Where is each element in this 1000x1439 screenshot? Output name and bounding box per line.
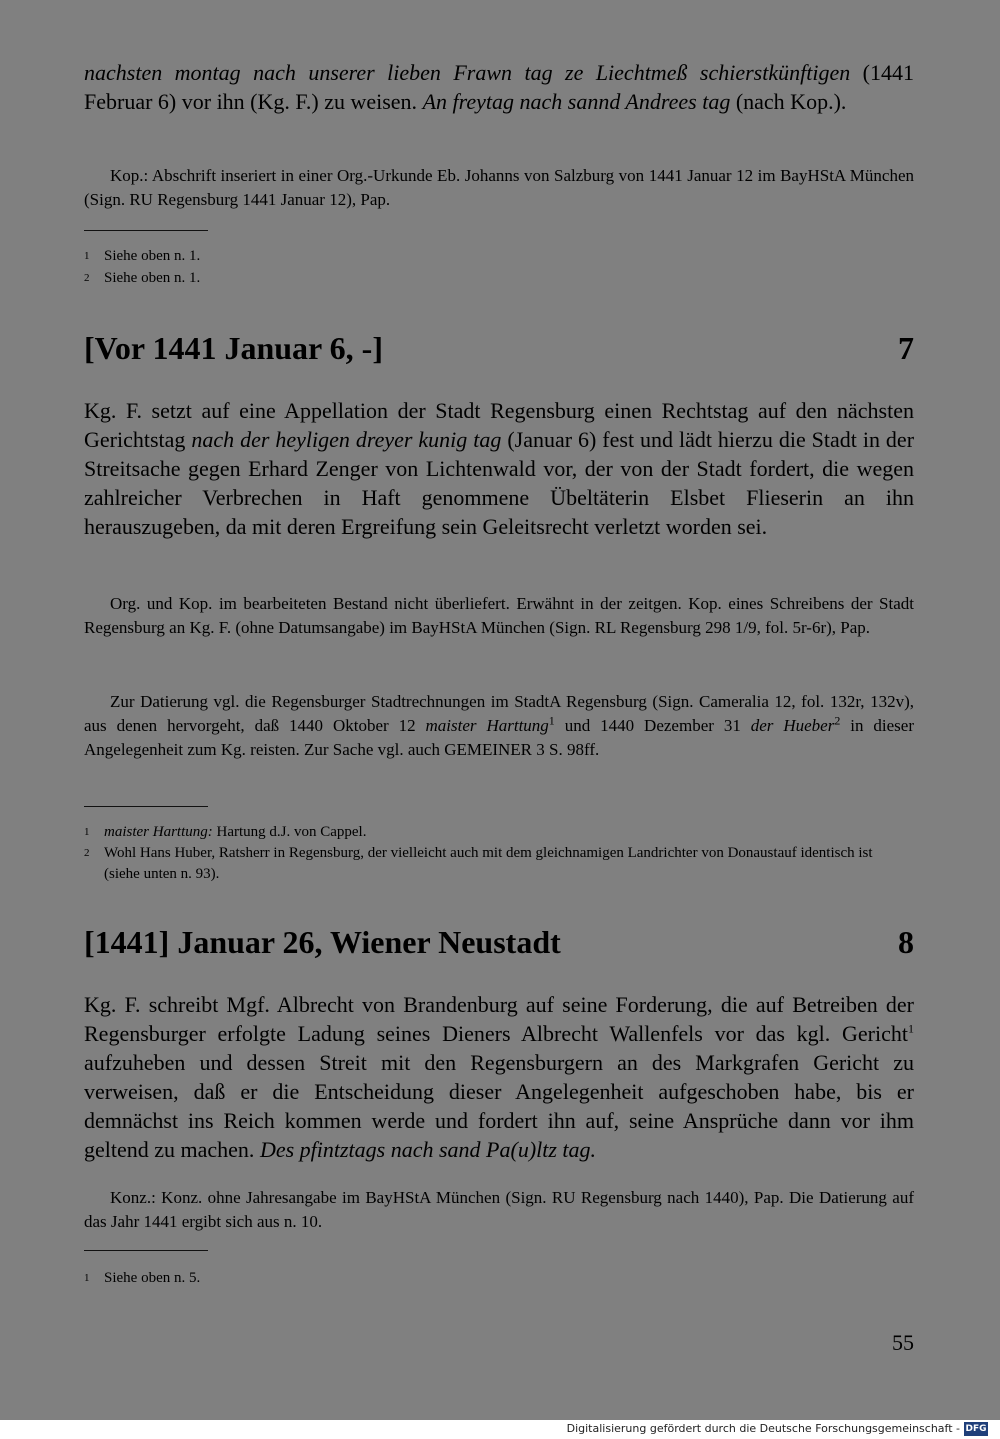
entry-7-note-quote-1: maister Harttung bbox=[425, 716, 549, 735]
entry-7-title: [Vor 1441 Januar 6, -] bbox=[84, 330, 383, 366]
entry-7-note-quote-2: der Hueber bbox=[750, 716, 835, 735]
footnote-number: 2 bbox=[84, 847, 90, 859]
footnote-number: 2 bbox=[84, 272, 90, 284]
entry-7-text-2: (Januar 6) fest und lädt hierzu die Stadt in der Streitsache gegen Erhard Zenger von Lichtenwald vor, der von der Stadt fordert, die wegen zahlreicher Verbrechen in Haft genommene Übeltäterin Elsbet Flieserin an ihn herauszugeben, da mit deren Ergreifung sein Geleitsrecht verletzt worden sei. bbox=[84, 427, 915, 539]
entry-7-note-2 bbox=[84, 690, 914, 762]
entry-7-heading bbox=[84, 328, 914, 368]
entry-8-title: [1441] Januar 26, Wiener Neustadt bbox=[84, 924, 561, 960]
footnote-text: Siehe oben n. 1. bbox=[104, 248, 201, 264]
entry-7-number: 7 bbox=[898, 330, 914, 366]
footnote-rule bbox=[84, 230, 208, 231]
entry-8-note: Konz.: Konz. ohne Jahresangabe im BayHStA München (Sign. RU Regensburg nach 1440), Pap. Die Datierung auf das Jahr 1441 ergibt sich aus n. 10. bbox=[84, 1188, 914, 1231]
entry-7-footnote-1 bbox=[84, 822, 914, 843]
entry-7-quote: nach der heyligen dreyer kunig tag bbox=[191, 427, 502, 452]
intro-quote-1: nachsten montag nach unserer lieben Frawn tag ze Liechtmeß schierstkünftigen bbox=[84, 60, 851, 85]
footnote-rule bbox=[84, 1250, 208, 1251]
entry-8-quote: Des pfintztags nach sand Pa(u)ltz tag. bbox=[259, 1137, 597, 1162]
entry-7-text-1: Kg. F. setzt auf eine Appellation der Stadt Regensburg einen Rechtstag auf den nächsten Gerichtstag bbox=[84, 398, 914, 452]
entry-7-body bbox=[84, 396, 914, 541]
footnote-2 bbox=[84, 268, 914, 289]
footnote-text: Siehe oben n. 1. bbox=[104, 270, 201, 286]
entry-8-number: 8 bbox=[898, 924, 914, 960]
entry-7-footnote-2 bbox=[84, 843, 914, 885]
entry-8-heading bbox=[84, 922, 914, 962]
entry-8-body bbox=[84, 990, 914, 1164]
entry-7-note-text-3: in dieser Angelegenheit zum Kg. reisten. Zur Sache vgl. auch GEMEINER 3 S. 98ff. bbox=[84, 716, 914, 759]
entry-7-note-text-2: und 1440 Dezember 31 bbox=[564, 716, 741, 735]
footnote-text: Wohl Hans Huber, Ratsherr in Regensburg, der vielleicht auch mit dem gleichnamigen Landrichter von Donaustauf identisch ist (siehe unten n. 93). bbox=[104, 845, 873, 882]
intro-text-3: (nach Kop.). bbox=[735, 89, 847, 114]
footnote-label: maister Harttung: bbox=[104, 824, 213, 840]
footnote-ref-2: 2 bbox=[834, 713, 841, 728]
intro-note: Kop.: Abschrift inseriert in einer Org.-Urkunde Eb. Johanns von Salzburg von 1441 Januar 12 im BayHStA München (Sign. RU Regensburg 1441 Januar 12), Pap. bbox=[84, 166, 914, 209]
footnote-ref-1: 1 bbox=[548, 713, 555, 728]
footnote-1 bbox=[84, 246, 914, 267]
footnote-text bbox=[104, 822, 912, 843]
intro-text-2: (1441 Februar 6) vor ihn (Kg. F.) zu weisen. bbox=[84, 60, 914, 114]
entry-8-text-2: aufzuheben und dessen Streit mit den Regensburgern an des Markgrafen Gericht zu verweisen, daß er die Entscheidung dieser Angelegenheit aufgeschoben habe, bis er demnächst ins Reich kommen werde und fordert ihn auf, seine Ansprüche dann vor ihm geltend zu machen. bbox=[84, 1050, 914, 1162]
entry-7-note-text-1: Zur Datierung vgl. die Regensburger Stadtrechnungen im StadtA Regensburg (Sign. Cameralia 12, fol. 132r, 132v), aus denen hervorgeht, daß 1440 Oktober 12 bbox=[84, 692, 914, 735]
entry-7-note-1: Org. und Kop. im bearbeiteten Bestand nicht überliefert. Erwähnt in der zeitgen. Kop. eines Schreibens der Stadt Regensburg an Kg. F. (ohne Datumsangabe) im BayHStA München (Sign. RL Regensburg 298 1/9, fol. 5r-6r), Pap. bbox=[84, 594, 914, 637]
footnote-text: Siehe oben n. 5. bbox=[104, 1270, 201, 1286]
credit-text: Digitalisierung gefördert durch die Deutsche Forschungsgemeinschaft - bbox=[566, 1422, 960, 1435]
dfg-logo: DFG bbox=[965, 1424, 987, 1434]
footnote-ref-1: 1 bbox=[908, 1021, 914, 1036]
footnote-body: Hartung d.J. von Cappel. bbox=[216, 824, 367, 840]
intro-paragraph bbox=[84, 58, 914, 116]
page-number: 55 bbox=[892, 1330, 914, 1355]
footnote-number: 1 bbox=[84, 826, 90, 838]
intro-quote-2: An freytag nach sannd Andrees tag bbox=[422, 89, 731, 114]
footnote-number: 1 bbox=[84, 250, 90, 262]
entry-8-text-1: Kg. F. schreibt Mgf. Albrecht von Brandenburg auf seine Forderung, die auf Betreiben der Regensburger erfolgte Ladung seines Dieners Albrecht Wallenfels vor das kgl. Gericht bbox=[84, 992, 914, 1046]
entry-8-footnote-1 bbox=[84, 1268, 914, 1289]
footnote-rule bbox=[84, 806, 208, 807]
footnote-number: 1 bbox=[84, 1272, 90, 1284]
